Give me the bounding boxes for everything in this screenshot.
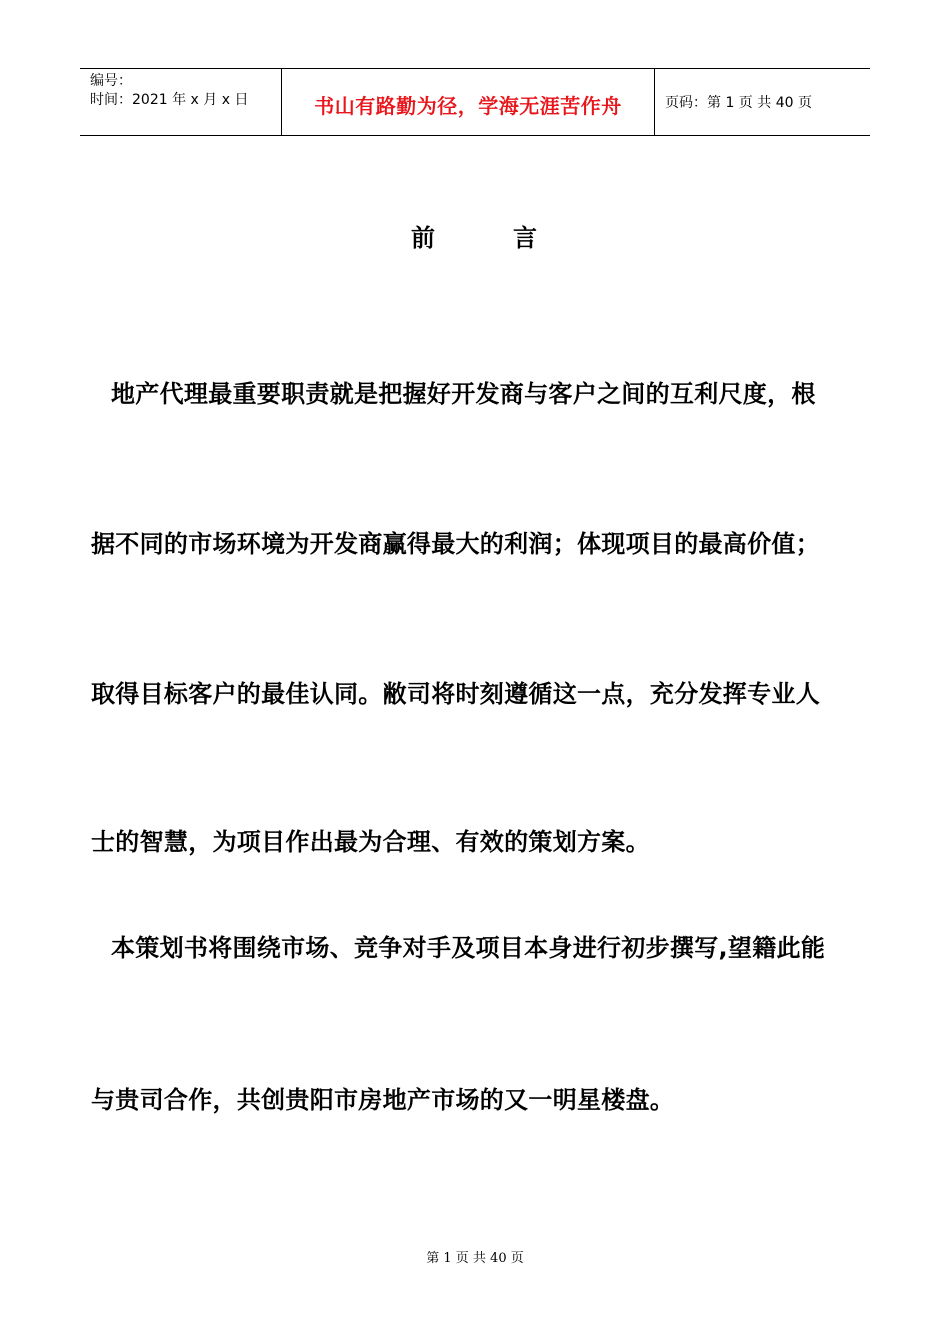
header-page-cell (655, 69, 870, 135)
paragraph-line-4: 士的智慧，为项目作出最为合理、有效的策划方案。 (91, 828, 650, 856)
paragraph-line-1: 地产代理最重要职责就是把握好开发商与客户之间的互利尺度，根 (111, 380, 816, 408)
header-meta-cell (80, 69, 281, 135)
paragraph-line-6: 与贵司合作，共创贵阳市房地产市场的又一明星楼盘。 (91, 1086, 675, 1114)
code-label: 编号： (90, 73, 132, 89)
motto-text: 书山有路勤为径，学海无涯苦作舟 (314, 93, 622, 118)
document-header (80, 68, 870, 136)
time-label: 时间：2021 年 x 月 x 日 (90, 92, 249, 108)
header-motto-cell (281, 69, 655, 135)
title-char-2: 言 (513, 224, 539, 252)
page-title (0, 218, 950, 253)
paragraph-line-5: 本策划书将围绕市场、竞争对手及项目本身进行初步撰写,望籍此能 (111, 934, 826, 962)
title-char-1: 前 (411, 224, 437, 252)
page-footer: 第 1 页 共 40 页 (426, 1251, 524, 1266)
paragraph-line-3: 取得目标客户的最佳认同。敝司将时刻遵循这一点，充分发挥专业人 (91, 680, 820, 708)
header-page-info: 页码：第 1 页 共 40 页 (665, 95, 812, 111)
paragraph-line-2: 据不同的市场环境为开发商赢得最大的利润；体现项目的最高价值； (91, 530, 820, 558)
